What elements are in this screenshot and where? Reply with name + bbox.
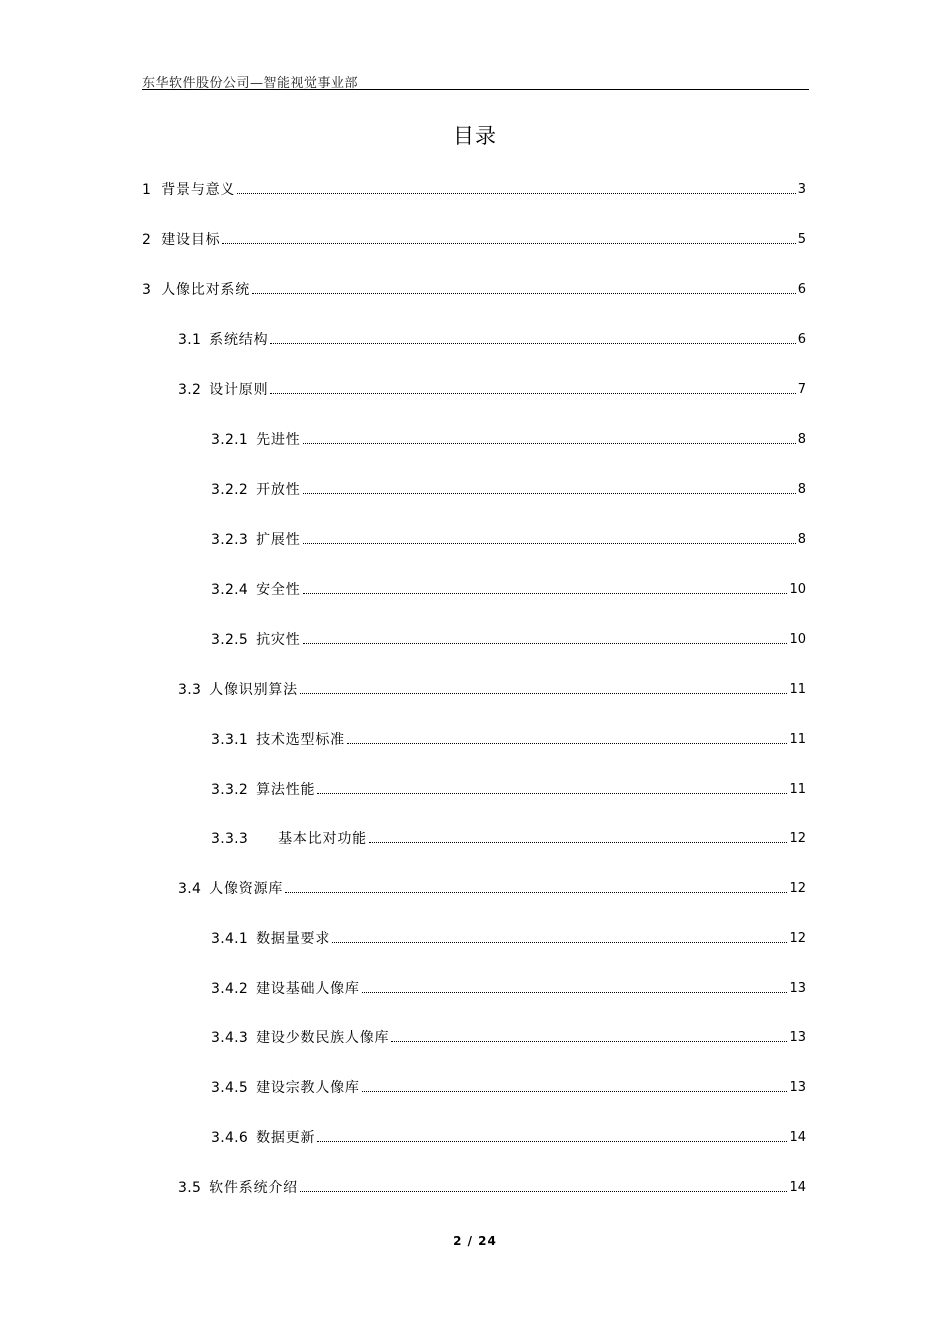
- toc-entry-3-2-3[interactable]: [211, 530, 806, 550]
- toc-entry-title: 技术选型标准: [256, 732, 345, 748]
- page-number-footer: 2 / 24: [453, 1234, 497, 1248]
- toc-entry-title: 系统结构: [209, 332, 269, 348]
- toc-dot-leader: [252, 293, 796, 294]
- toc-entry-number: 3.3.3: [211, 831, 249, 847]
- toc-entry-page: 11: [789, 782, 806, 797]
- toc-entry-3-3-3[interactable]: [211, 829, 806, 849]
- toc-entry-3-4-1[interactable]: [211, 929, 806, 949]
- toc-entry-number: 3.5: [178, 1180, 202, 1196]
- toc-entry-page: 12: [789, 881, 806, 896]
- toc-dot-leader: [317, 793, 787, 794]
- toc-entry-number: 3.3: [178, 682, 202, 698]
- toc-entry-number: 3.4.2: [211, 981, 249, 997]
- toc-entry-title: 人像资源库: [209, 881, 284, 897]
- toc-dot-leader: [303, 443, 796, 444]
- toc-dot-leader: [317, 1141, 787, 1142]
- toc-dot-leader: [285, 892, 787, 893]
- toc-entry-number: 1: [142, 182, 152, 198]
- toc-entry-number: 3.4.3: [211, 1030, 249, 1046]
- toc-entry-3[interactable]: [142, 280, 806, 300]
- toc-entry-number: 3.2.5: [211, 632, 249, 648]
- toc-entry-title: 人像比对系统: [161, 282, 251, 298]
- toc-entry-title: 安全性: [256, 582, 301, 598]
- toc-entry-2[interactable]: [142, 230, 806, 250]
- toc-entry-title: 建设目标: [161, 232, 221, 248]
- toc-entry-number: 3.2.3: [211, 532, 249, 548]
- toc-entry-number: 3.4.1: [211, 931, 249, 947]
- toc-entry-page: 13: [789, 981, 806, 996]
- toc-entry-page: 8: [797, 482, 806, 497]
- toc-entry-page: 6: [797, 332, 806, 347]
- toc-dot-leader: [362, 1091, 788, 1092]
- toc-entry-title: 软件系统介绍: [209, 1180, 298, 1196]
- toc-dot-leader: [300, 693, 787, 694]
- toc-entry-page: 14: [789, 1180, 806, 1195]
- toc-entry-title: 开放性: [256, 482, 301, 498]
- toc-dot-leader: [391, 1041, 787, 1042]
- toc-entry-number: 3: [142, 282, 152, 298]
- toc-entry-page: 11: [789, 682, 806, 697]
- toc-dot-leader: [222, 243, 795, 244]
- toc-entry-3-4-3[interactable]: [211, 1028, 806, 1048]
- toc-entry-number: 3.1: [178, 332, 202, 348]
- toc-entry-3-4[interactable]: [178, 879, 806, 899]
- toc-entry-page: 14: [789, 1130, 806, 1145]
- toc-dot-leader: [237, 193, 796, 194]
- toc-entry-title: 背景与意义: [161, 182, 236, 198]
- toc-dot-leader: [347, 743, 788, 744]
- toc-entry-3-2-5[interactable]: [211, 630, 806, 650]
- toc-entry-page: 5: [797, 232, 806, 247]
- toc-entry-number: 3.3.2: [211, 782, 249, 798]
- header-company-name: 东华软件股份公司—智能视觉事业部: [142, 76, 359, 91]
- toc-entry-title: 建设宗教人像库: [256, 1080, 360, 1096]
- toc-entry-3-1[interactable]: [178, 330, 806, 350]
- toc-title: 目录: [453, 124, 497, 148]
- toc-entry-page: 11: [789, 732, 806, 747]
- toc-entry-page: 7: [797, 382, 806, 397]
- toc-entry-title: 抗灾性: [256, 632, 301, 648]
- toc-dot-leader: [270, 343, 795, 344]
- toc-entry-number: 3.4.6: [211, 1130, 249, 1146]
- toc-entry-page: 8: [797, 532, 806, 547]
- toc-entry-page: 13: [789, 1030, 806, 1045]
- toc-entry-page: 10: [789, 632, 806, 647]
- toc-entry-title: 建设基础人像库: [256, 981, 360, 997]
- toc-dot-leader: [332, 942, 787, 943]
- toc-entry-3-2-4[interactable]: [211, 580, 806, 600]
- toc-entry-title: 人像识别算法: [209, 682, 298, 698]
- toc-dot-leader: [303, 493, 796, 494]
- toc-entry-number: 3.2: [178, 382, 202, 398]
- toc-dot-leader: [303, 593, 788, 594]
- toc-dot-leader: [303, 543, 796, 544]
- toc-entry-title: 算法性能: [256, 782, 316, 798]
- toc-entry-number: 3.4: [178, 881, 202, 897]
- toc-entry-title: 设计原则: [209, 382, 269, 398]
- toc-entry-number: 3.4.5: [211, 1080, 249, 1096]
- toc-entry-title: 数据量要求: [256, 931, 331, 947]
- toc-entry-page: 13: [789, 1080, 806, 1095]
- toc-dot-leader: [362, 992, 788, 993]
- toc-entry-page: 6: [797, 282, 806, 297]
- toc-entry-title: 建设少数民族人像库: [256, 1030, 390, 1046]
- toc-dot-leader: [300, 1191, 787, 1192]
- toc-dot-leader: [369, 842, 788, 843]
- toc-entry-1[interactable]: [142, 180, 806, 200]
- toc-entry-number: 3.2.4: [211, 582, 249, 598]
- toc-entry-3-3[interactable]: [178, 680, 806, 700]
- toc-entry-number: 3.2.2: [211, 482, 249, 498]
- toc-dot-leader: [270, 393, 795, 394]
- toc-entry-title: 扩展性: [256, 532, 301, 548]
- toc-entry-3-4-6[interactable]: [211, 1128, 806, 1148]
- toc-entry-page: 12: [789, 831, 806, 846]
- toc-entry-page: 3: [797, 182, 806, 197]
- toc-entry-3-5[interactable]: [178, 1178, 806, 1198]
- toc-entry-number: 3.2.1: [211, 432, 249, 448]
- toc-entry-title: 基本比对功能: [278, 831, 367, 847]
- toc-entry-3-2-2[interactable]: [211, 480, 806, 500]
- toc-entry-number: 2: [142, 232, 152, 248]
- toc-entry-title: 先进性: [256, 432, 301, 448]
- toc-entry-3-3-2[interactable]: [211, 780, 806, 800]
- toc-entry-3-4-2[interactable]: [211, 979, 806, 999]
- toc-dot-leader: [303, 643, 788, 644]
- toc-entry-page: 8: [797, 432, 806, 447]
- toc-entry-page: 10: [789, 582, 806, 597]
- toc-entry-3-2-1[interactable]: [211, 430, 806, 450]
- toc-entry-title: 数据更新: [256, 1130, 316, 1146]
- toc-entry-3-4-5[interactable]: [211, 1078, 806, 1098]
- toc-entry-3-3-1[interactable]: [211, 730, 806, 750]
- toc-entry-3-2[interactable]: [178, 380, 806, 400]
- toc-entry-page: 12: [789, 931, 806, 946]
- toc-entry-number: 3.3.1: [211, 732, 249, 748]
